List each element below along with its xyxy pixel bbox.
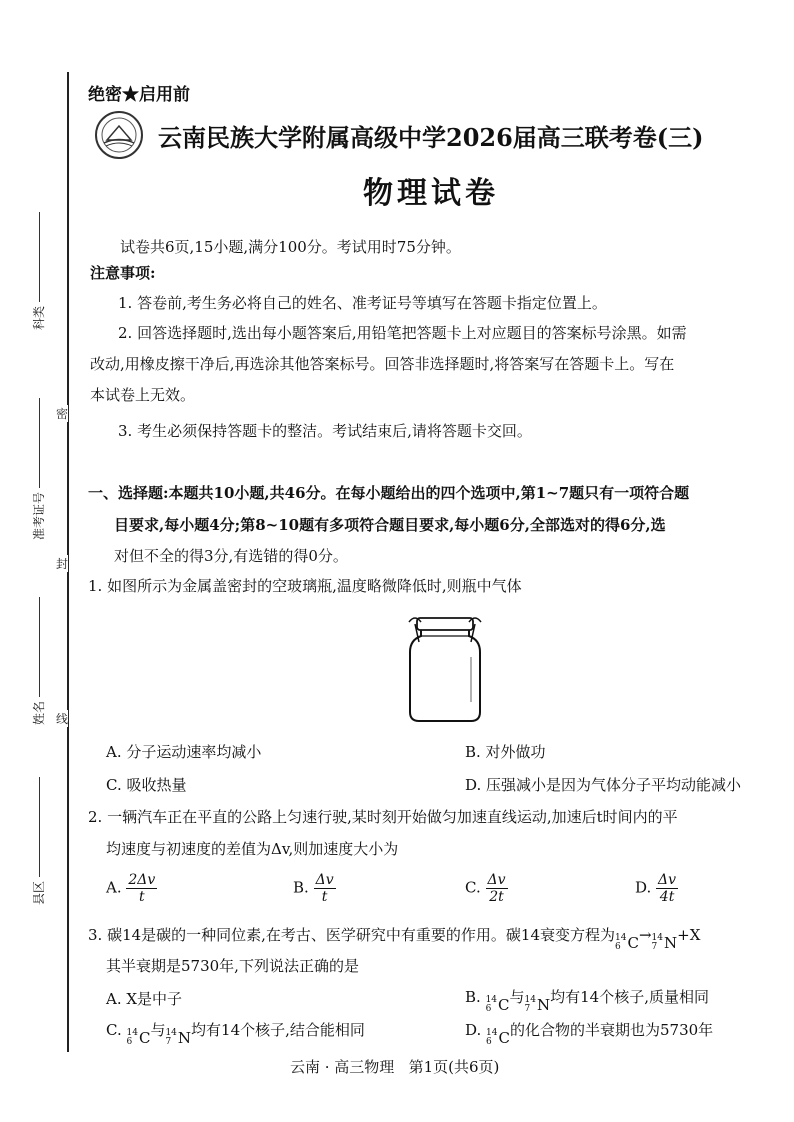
q3-stem-2: 其半衰期是5730年,下列说法正确的是 <box>106 957 359 975</box>
q3-option-c-text: 均有14个核子,结合能相同 <box>191 1021 365 1039</box>
q1-option-a: A. 分子运动速率均减小 <box>106 743 262 761</box>
field-name-label: 姓名 <box>32 700 46 725</box>
q3-eq-n: N <box>664 934 678 952</box>
q2-stem-1: 2. 一辆汽车正在平直的公路上匀速行驶,某时刻开始做匀加速直线运动,加速后t时间内的平 <box>88 808 678 826</box>
q3-option-d-text: 的化合物的半衰期也为5730年 <box>509 1021 714 1039</box>
q2-option-c <box>465 872 508 905</box>
q3-c-n-z: 7 <box>165 1037 172 1047</box>
q3-eq-c-mass: 14 <box>615 933 627 943</box>
q3-c-n-mass: 14 <box>165 1028 177 1038</box>
q2-option-d-label: D. <box>635 878 652 897</box>
q2-option-a <box>106 872 157 905</box>
q3-eq-n-z: 7 <box>651 942 658 952</box>
q3-option-d-label: D. <box>465 1021 482 1039</box>
section1-line1: 一、选择题:本题共10小题,共46分。在每小题给出的四个选项中,第1~7题只有一项符合题 <box>88 484 690 502</box>
q3-option-b-label: B. <box>465 988 481 1006</box>
glass-jar-figure <box>405 612 485 724</box>
q2-option-c-label: C. <box>465 878 481 897</box>
school-logo <box>94 110 144 160</box>
notice-item-2-end: 本试卷上无效。 <box>90 386 196 404</box>
q3-stem-1-text: 3. 碳14是碳的一种同位素,在考古、医学研究中有重要的作用。碳14衰变方程为 <box>88 926 616 944</box>
q2-option-a-den: t <box>139 889 145 906</box>
q3-c-c-z: 6 <box>126 1037 133 1047</box>
field-county-label: 县区 <box>32 880 46 905</box>
seal-mi: 密 <box>56 407 69 421</box>
q3-b-c-z: 6 <box>485 1004 492 1014</box>
q3-c-c: C <box>138 1029 151 1047</box>
q3-option-a: A. X是中子 <box>106 990 183 1008</box>
field-county <box>30 777 47 905</box>
section1-line3: 对但不全的得3分,有选错的得0分。 <box>114 547 348 565</box>
q3-option-b-text: 均有14个核子,质量相同 <box>550 988 709 1006</box>
q3-stem-1 <box>88 924 700 952</box>
q3-d-c-z: 6 <box>486 1037 492 1047</box>
notice-heading: 注意事项: <box>90 264 156 282</box>
q3-b-with: 与 <box>509 988 525 1006</box>
q3-nitrogen-14 <box>652 934 678 952</box>
q3-eq-plus-x: +X <box>677 926 701 944</box>
section1-line2: 目要求,每小题4分;第8~10题有多项符合题目要求,每小题6分,全部选对的得6分,选 <box>114 516 666 534</box>
q1-option-b: B. 对外做功 <box>465 743 546 761</box>
q3-b-n: N <box>536 996 551 1014</box>
q3-d-c-mass: 14 <box>486 1028 498 1038</box>
seal-xian: 线 <box>56 712 69 726</box>
q3-c-n: N <box>177 1029 192 1047</box>
notice-item-3: 3. 考生必须保持答题卡的整洁。考试结束后,请将答题卡交回。 <box>118 422 532 440</box>
secret-label: 绝密★启用前 <box>88 85 190 105</box>
q1-option-c: C. 吸收热量 <box>106 776 187 794</box>
notice-item-2-cont: 改动,用橡皮擦干净后,再选涂其他答案标号。回答非选择题时,将答案写在答题卡上。写在 <box>90 355 675 373</box>
q3-carbon-14 <box>615 934 639 952</box>
q2-option-b <box>293 872 336 905</box>
q3-eq-arrow: → <box>638 926 652 944</box>
q1-stem: 1. 如图所示为金属盖密封的空玻璃瓶,温度略微降低时,则瓶中气体 <box>88 577 522 595</box>
q3-option-c-label: C. <box>106 1021 122 1039</box>
q2-option-b-den: t <box>321 889 328 906</box>
q3-b-n-z: 7 <box>524 1004 531 1014</box>
notice-item-1: 1. 答卷前,考生务必将自己的姓名、准考证号等填写在答题卡指定位置上。 <box>118 294 607 312</box>
q3-eq-c-z: 6 <box>615 942 621 952</box>
q2-option-d-num: Δv <box>658 872 677 888</box>
q2-option-a-label: A. <box>106 878 122 897</box>
q2-option-b-num: Δv <box>315 872 334 888</box>
q3-eq-n-mass: 14 <box>651 933 663 943</box>
q3-c-c-mass: 14 <box>126 1028 138 1038</box>
q3-b-n-mass: 14 <box>524 995 536 1005</box>
q3-option-b <box>465 986 709 1014</box>
field-subject <box>30 212 47 330</box>
seal-feng: 封 <box>56 557 69 571</box>
q2-option-d <box>635 872 678 905</box>
q3-b-c: C <box>498 996 510 1014</box>
field-exam-number-label: 准考证号 <box>32 491 46 540</box>
q3-option-c <box>106 1019 365 1047</box>
notice-item-2: 2. 回答选择题时,选出每小题答案后,用铅笔把答题卡上对应题目的答案标号涂黑。如需 <box>118 324 687 342</box>
q2-option-c-num: Δv <box>487 872 506 888</box>
q1-option-d: D. 压强减小是因为气体分子平均动能减小 <box>465 776 742 794</box>
q3-eq-c: C <box>627 934 639 952</box>
subject-title: 物理试卷 <box>363 176 499 211</box>
q2-option-c-den: 2t <box>489 889 504 906</box>
exam-intro: 试卷共6页,15小题,满分100分。考试用时75分钟。 <box>120 238 461 256</box>
q3-c-with: 与 <box>150 1021 166 1039</box>
q2-option-d-den: 4t <box>659 889 675 906</box>
q3-option-d <box>465 1019 713 1047</box>
field-exam-number <box>30 398 47 540</box>
binding-margin <box>0 0 70 1122</box>
q2-option-b-label: B. <box>293 878 309 897</box>
q3-b-c-mass: 14 <box>485 995 498 1005</box>
q2-option-a-num: 2Δv <box>128 872 156 888</box>
q3-d-c: C <box>498 1029 510 1047</box>
field-subject-label: 科类 <box>32 305 46 330</box>
q2-stem-2: 均速度与初速度的差值为Δv,则加速度大小为 <box>106 840 399 858</box>
field-name <box>30 597 47 725</box>
school-title: 云南民族大学附属高级中学2026届高三联考卷(三) <box>158 123 704 152</box>
page-footer: 云南 · 高三物理 第1页(共6页) <box>290 1058 500 1076</box>
